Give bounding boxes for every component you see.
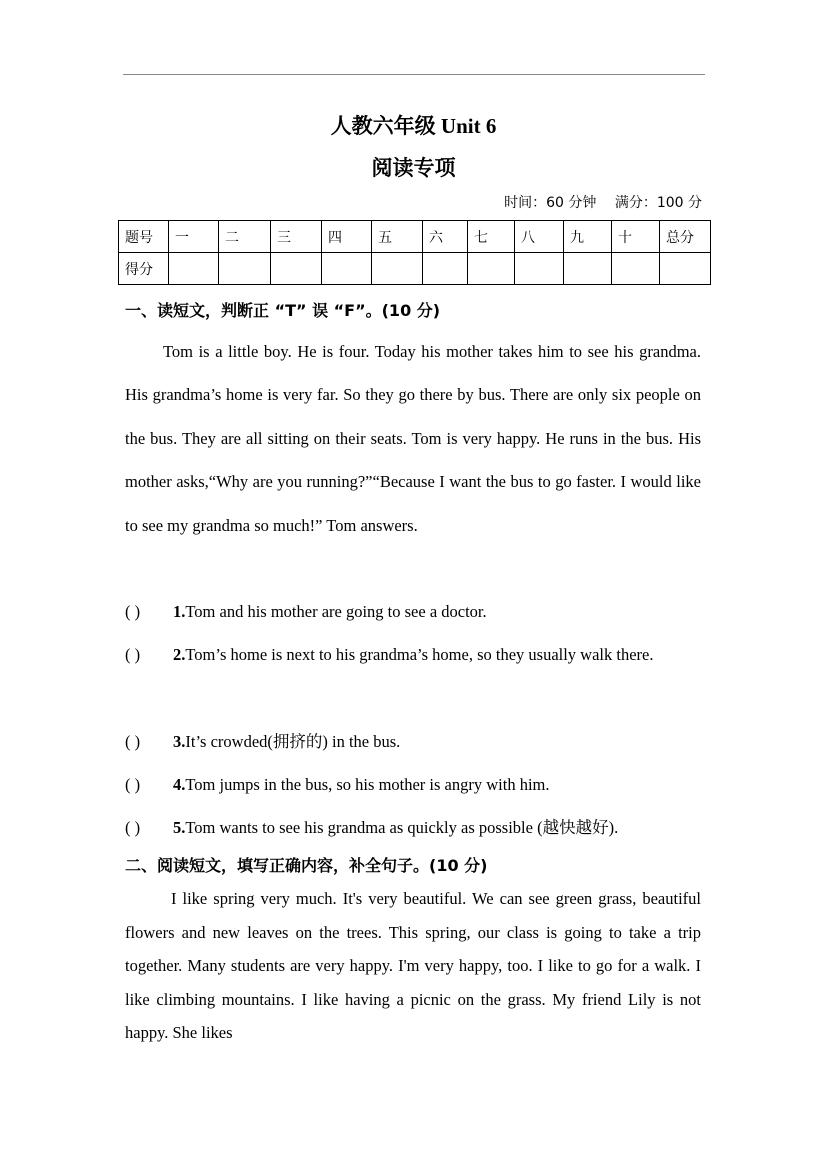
table-cell: 题号 [119, 221, 169, 253]
question-number: 1. [173, 602, 186, 621]
question-number: 2. [173, 645, 186, 664]
question-3 [125, 720, 705, 763]
score-table-header-row [119, 221, 711, 253]
section1-heading: 一、读短文，判断正 “T” 误 “F”。(10 分) [125, 301, 441, 320]
table-cell: 八 [515, 221, 564, 253]
score-cell[interactable] [423, 253, 468, 285]
answer-blank[interactable]: ( ) [125, 645, 141, 664]
table-cell: 三 [271, 221, 322, 253]
table-cell: 五 [372, 221, 423, 253]
answer-blank[interactable]: ( ) [125, 732, 141, 751]
page-subtitle: 阅读专项 [371, 156, 456, 180]
section2-heading: 二、阅读短文，填写正确内容，补全句子。(10 分) [125, 856, 488, 875]
table-cell: 二 [219, 221, 271, 253]
score-cell[interactable] [169, 253, 219, 285]
question-number: 3. [173, 732, 186, 751]
question-number: 4. [173, 775, 186, 794]
table-cell: 四 [322, 221, 372, 253]
table-cell: 六 [423, 221, 468, 253]
table-cell: 总分 [660, 221, 711, 253]
top-rule [123, 74, 705, 75]
score-cell[interactable] [219, 253, 271, 285]
score-table [118, 220, 711, 285]
table-cell: 得分 [119, 253, 169, 285]
section2-passage [125, 882, 701, 1050]
question-2 [125, 633, 697, 676]
page-title: 人教六年级 Unit 6 [330, 114, 497, 138]
score-cell[interactable] [660, 253, 711, 285]
score-cell[interactable] [468, 253, 515, 285]
score-cell[interactable] [564, 253, 612, 285]
question-text: Tom and his mother are going to see a doctor. [185, 602, 487, 621]
table-cell: 九 [564, 221, 612, 253]
section1-passage [125, 330, 701, 547]
answer-blank[interactable]: ( ) [125, 602, 141, 621]
table-cell: 一 [169, 221, 219, 253]
full-score: 满分：100 分 [614, 195, 702, 211]
answer-blank[interactable]: ( ) [125, 775, 141, 794]
answer-blank[interactable]: ( ) [125, 818, 141, 837]
question-5 [125, 806, 705, 849]
table-cell: 七 [468, 221, 515, 253]
score-cell[interactable] [372, 253, 423, 285]
question-number: 5. [173, 818, 186, 837]
question-1 [125, 590, 705, 633]
time-limit: 时间：60 分钟 [504, 195, 597, 211]
passage-text: Tom is a little boy. He is four. Today his mother takes him to see his grandma. His grandma’s home is very far. So they go there by bus. There are only six people on the bus. They are all sitting on their seats. Tom is very happy. He runs in the bus. His mother asks,“Why are you running?”“Because I want the bus to go faster. I would like to see my grandma so much!” Tom answers. [125, 342, 701, 535]
score-cell[interactable] [515, 253, 564, 285]
question-text: It’s crowded(拥挤的) in the bus. [185, 732, 401, 751]
exam-meta [490, 192, 702, 212]
passage-text: I like spring very much. It's very beautiful. We can see green grass, beautiful flowers and new leaves on the trees. This spring, our class is going to take a trip together. Many students are very happy. I'm very happy, too. I like to go for a walk. I like climbing mountains. I like having a picnic on the grass. My friend Lily is not happy. She likes [125, 889, 701, 1042]
question-4 [125, 763, 705, 806]
question-text: Tom wants to see his grandma as quickly as possible (越快越好). [185, 818, 619, 837]
score-cell[interactable] [271, 253, 322, 285]
table-cell: 十 [612, 221, 660, 253]
score-table-score-row [119, 253, 711, 285]
score-cell[interactable] [322, 253, 372, 285]
score-cell[interactable] [612, 253, 660, 285]
question-text: Tom jumps in the bus, so his mother is angry with him. [185, 775, 550, 794]
question-text: Tom’s home is next to his grandma’s home, so they usually walk there. [185, 645, 654, 664]
